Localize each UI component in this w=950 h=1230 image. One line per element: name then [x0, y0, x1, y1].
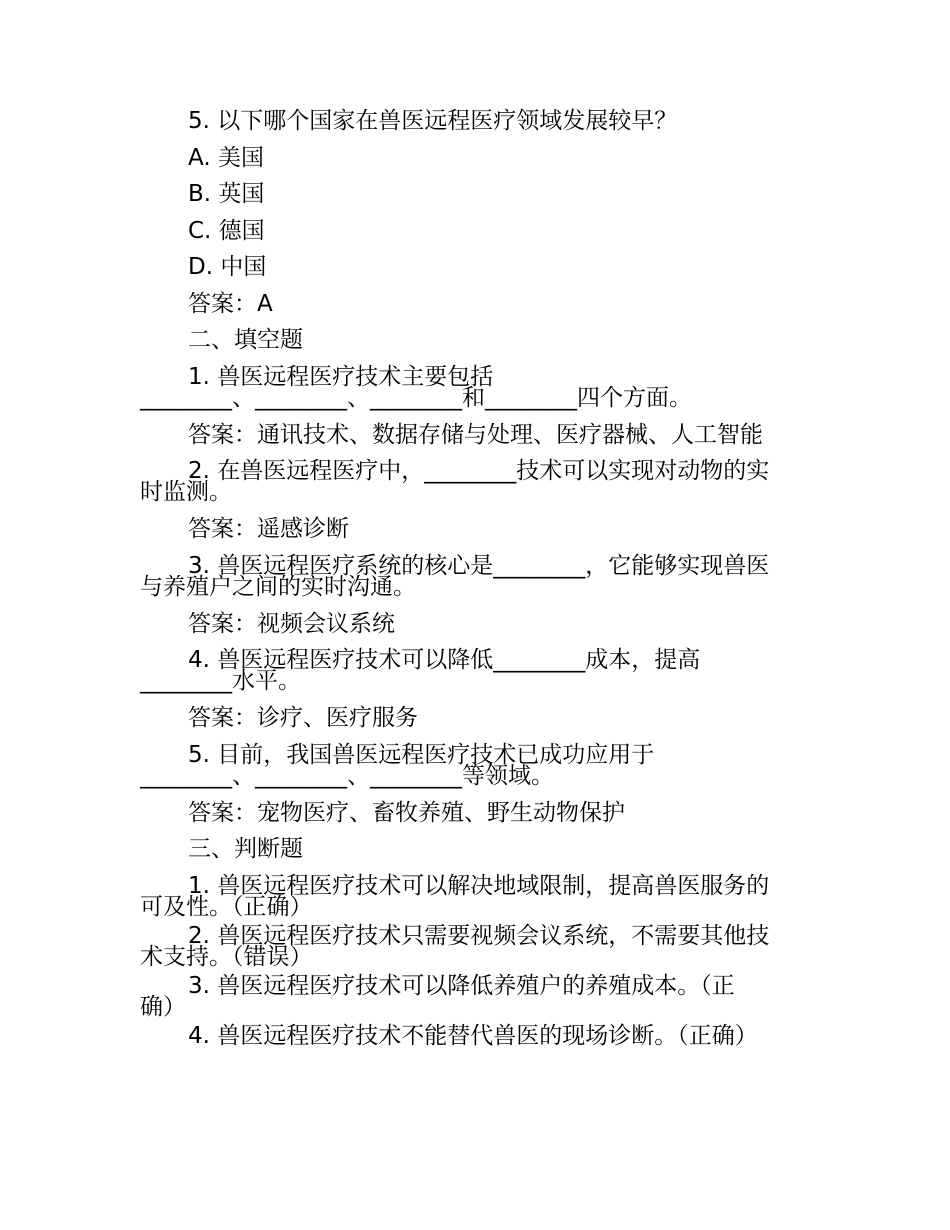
choice-option-a: A. 美国	[188, 144, 264, 171]
fill-item-4	[140, 647, 812, 737]
choice-option-d: D. 中国	[188, 254, 267, 280]
fill-item-1-line2: ________、________、________和________四个方面。	[140, 384, 692, 411]
fill-item-2	[140, 458, 812, 548]
choice-question-block	[140, 103, 812, 322]
choice-option-b: B. 英国	[188, 181, 265, 207]
fill-item-3-line2: 与养殖户之间的实时沟通。	[140, 573, 416, 600]
judge-item-1-line1: 1. 兽医远程医疗技术可以解决地域限制，提高兽医服务的	[188, 872, 770, 899]
fill-item-3-answer: 答案：视频会议系统	[188, 610, 395, 637]
fill-item-1	[140, 363, 812, 454]
choice-answer: 答案：A	[188, 290, 273, 317]
fill-item-2-line1: 2. 在兽医远程医疗中，________技术可以实现对动物的实	[188, 458, 770, 484]
fill-item-5-answer: 答案：宠物医疗、畜牧养殖、野生动物保护	[188, 799, 625, 826]
judge-item-3	[140, 972, 812, 1020]
fill-item-3	[140, 552, 812, 643]
fill-item-5-line1: 5. 目前，我国兽医远程医疗技术已成功应用于	[188, 741, 655, 768]
fill-section-heading: 二、填空题	[188, 327, 303, 353]
judge-item-2-line1: 2. 兽医远程医疗技术只需要视频会议系统，不需要其他技	[188, 922, 770, 949]
judge-item-1-line2: 可及性。（正确）	[140, 893, 313, 920]
judge-item-2-line2: 术支持。（错误）	[140, 943, 313, 970]
fill-item-1-answer: 答案：通讯技术、数据存储与处理、医疗器械、人工智能	[188, 421, 763, 448]
judge-item-4	[140, 1022, 812, 1049]
judge-item-3-line1: 3. 兽医远程医疗技术可以降低养殖户的养殖成本。（正	[188, 972, 735, 999]
fill-item-2-answer: 答案：遥感诊断	[188, 516, 349, 542]
fill-item-4-line2: ________水平。	[140, 668, 301, 694]
judge-section-heading: 三、判断题	[188, 836, 303, 862]
choice-question-text: 5. 以下哪个国家在兽医远程医疗领域发展较早？	[188, 108, 678, 134]
fill-item-4-line1: 4. 兽医远程医疗技术可以降低________成本，提高	[188, 647, 701, 673]
judge-item-4-line1: 4. 兽医远程医疗技术不能替代兽医的现场诊断。（正确）	[188, 1022, 758, 1049]
fill-item-3-line1: 3. 兽医远程医疗系统的核心是________，它能够实现兽医	[188, 552, 770, 579]
fill-item-5-line2: ________、________、________等领域。	[140, 762, 554, 789]
choice-option-c: C. 德国	[188, 217, 265, 244]
fill-item-5	[140, 741, 812, 832]
fill-item-4-answer: 答案：诊疗、医疗服务	[188, 705, 418, 731]
fill-item-1-line1: 1. 兽医远程医疗技术主要包括	[188, 363, 494, 390]
fill-item-2-line2: 时监测。	[140, 479, 232, 505]
judge-item-2	[140, 922, 812, 970]
judge-item-1	[140, 872, 812, 920]
judge-item-3-line2: 确）	[140, 993, 186, 1020]
